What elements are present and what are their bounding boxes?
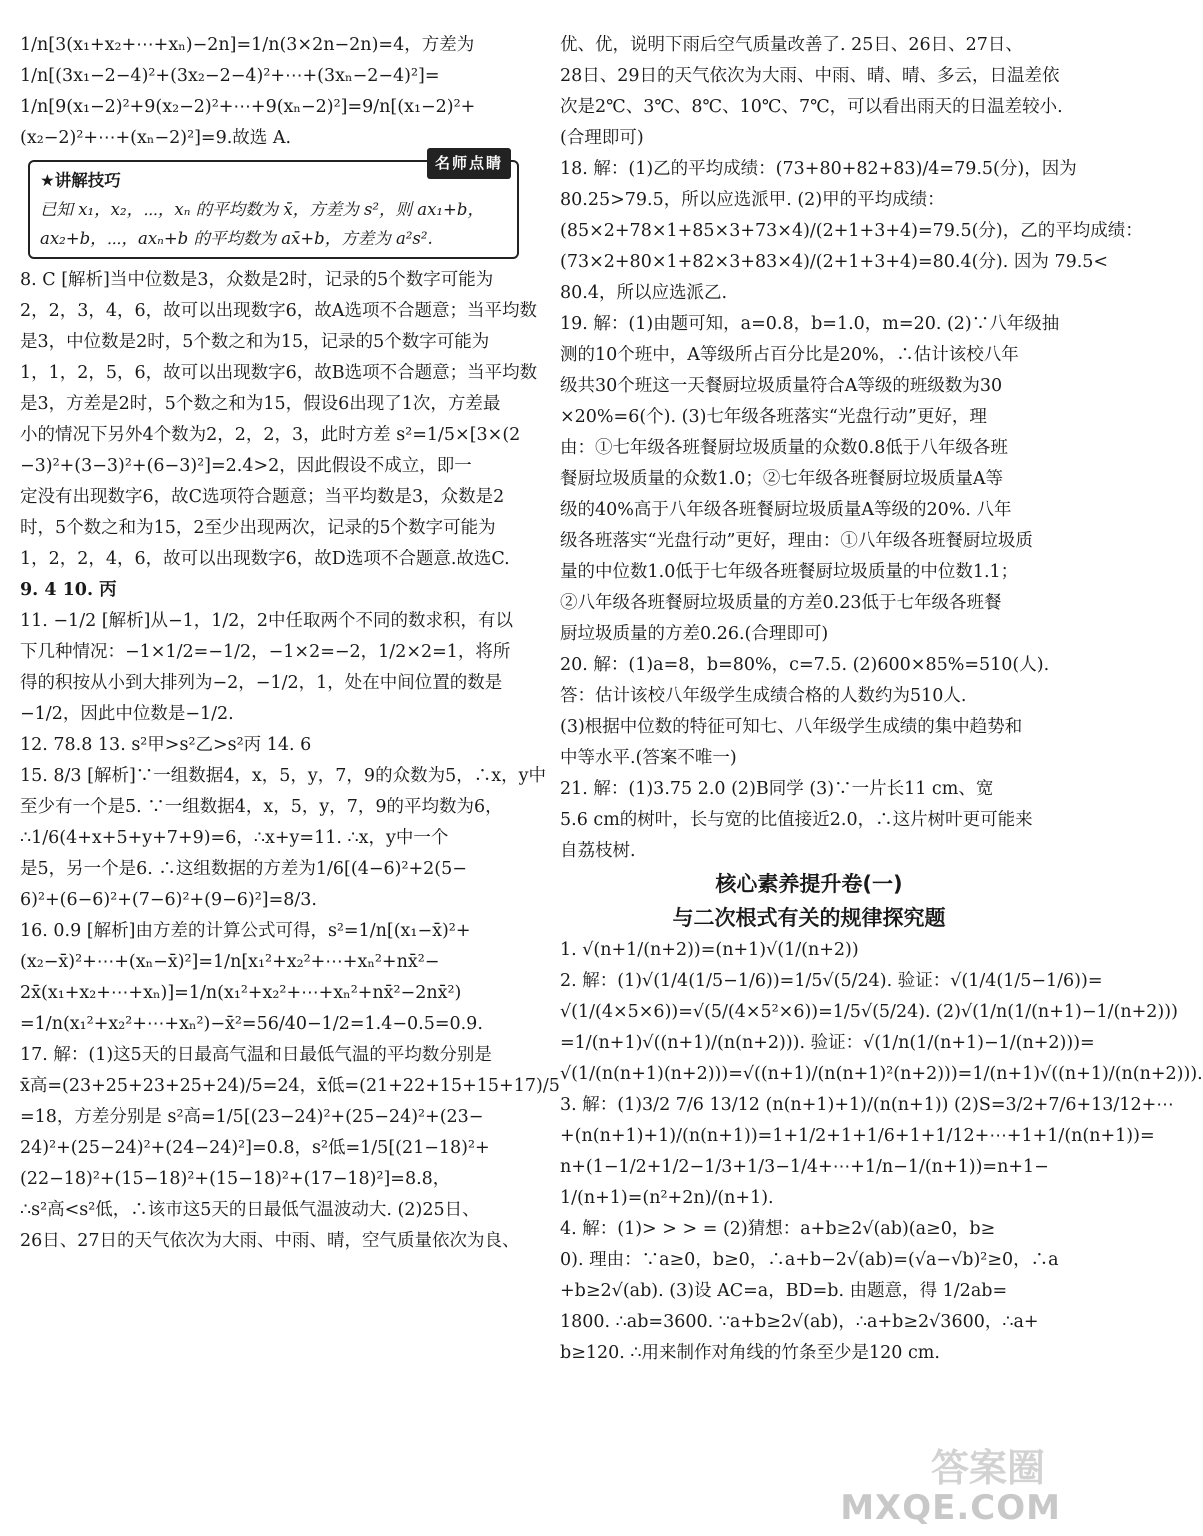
text-line: 24)²+(25−24)²+(24−24)²]=0.8，s²低=1/5[(21−18)²+ — [20, 1138, 490, 1158]
text-line: 2x̄(x₁+x₂+⋯+xₙ)]=1/n(x₁²+x₂²+⋯+xₙ²+nx̄²−2nx̄²) — [20, 983, 462, 1003]
text-line: ∴1/6(4+x+5+y+7+9)=6，∴x+y=11. ∴x，y中一个 — [20, 828, 449, 848]
section-subtitle: 与二次根式有关的规律探究题 — [672, 906, 946, 930]
text-line: 11. −1/2 [解析]从−1，1/2，2中任取两个不同的数求积，有以 — [20, 611, 514, 631]
text-line: 80.4，所以应选派乙. — [560, 283, 728, 303]
text-line: 19. 解：(1)由题可知，a=0.8，b=1.0，m=20. (2)∵八年级抽 — [560, 314, 1060, 334]
text-line: ②八年级各班餐厨垃圾质量的方差0.23低于七年级各班餐 — [560, 593, 1002, 613]
text-line: (x₂−2)²+⋯+(xₙ−2)²]=9.故选 A. — [20, 128, 292, 148]
tip-box — [28, 154, 519, 259]
text-line: 5.6 cm的树叶，长与宽的比值接近2.0，∴这片树叶更可能来 — [560, 810, 1033, 830]
section-title: 核心素养提升卷(一) — [715, 872, 903, 896]
text-line: 级各班落实“光盘行动”更好，理由：①八年级各班餐厨垃圾质 — [560, 531, 1033, 551]
text-line: (22−18)²+(15−18)²+(15−18)²+(17−18)²]=8.8， — [20, 1169, 451, 1189]
tip-heading: ★讲解技巧 — [40, 171, 121, 190]
watermark-logo: 答案圈 — [930, 1446, 1045, 1490]
text-line: 16. 0.9 [解析]由方差的计算公式可得，s²=1/n[(x₁−x̄)²+ — [20, 921, 471, 941]
text-line: 20. 解：(1)a=8，b=80%，c=7.5. (2)600×85%=510(人). — [560, 655, 1050, 675]
text-line: 1/n[9(x₁−2)²+9(x₂−2)²+⋯+9(xₙ−2)²]=9/n[(x₁−2)²+ — [20, 97, 476, 117]
text-line: n+(1−1/2+1/2−1/3+1/3−1/4+⋯+1/n−1/(n+1))=n+1− — [560, 1157, 1049, 1177]
text-line: 是5，另一个是6. ∴这组数据的方差为1/6[(4−6)²+2(5− — [20, 859, 467, 879]
text-line: (x₂−x̄)²+⋯+(xₙ−x̄)²]=1/n[x₁²+x₂²+⋯+xₙ²+nx̄²− — [20, 952, 440, 972]
text-line: 1，1，2，5，6，故可以出现数字6，故B选项不合题意；当平均数 — [20, 363, 538, 383]
text-line: 至少有一个是5. ∵一组数据4，x，5，y，7，9的平均数为6， — [20, 797, 503, 817]
q16-answer — [20, 916, 525, 1040]
text-line: (85×2+78×1+85×3+73×4)/(2+1+3+4)=79.5(分)，乙的平均成绩： — [560, 221, 1143, 241]
s3-answer — [560, 1090, 1174, 1214]
text-line: 下几种情况：−1×1/2=−1/2，−1×2=−2，1/2×2=1，将所 — [20, 642, 511, 662]
right-column — [560, 30, 1203, 1369]
text-line: 28日、29日的天气依次为大雨、中雨、晴、晴、多云，日温差依 — [560, 66, 1060, 86]
q7-continued — [20, 30, 525, 154]
q19-answer — [560, 309, 1058, 650]
q17-answer — [20, 1040, 560, 1257]
text-line: 26日、27日的天气依次为大雨、中雨、晴，空气质量依次为良、 — [20, 1231, 520, 1251]
text-line: −3)²+(3−3)²+(6−3)²]=2.4>2，因此假设不成立，即一 — [20, 456, 472, 476]
text-line: 2，2，3，4，6，故可以出现数字6，故A选项不合题意；当平均数 — [20, 301, 537, 321]
text-line: 8. C [解析]当中位数是3，众数是2时，记录的5个数字可能为 — [20, 270, 494, 290]
text-line: +b≥2√(ab). (3)设 AC=a，BD=b. 由题意，得 1/2ab= — [560, 1281, 1008, 1301]
text-line: 中等水平.(答案不唯一) — [560, 748, 737, 768]
s1-answer: 1. √(n+1/(n+2))=(n+1)√(1/(n+2)) — [560, 940, 859, 960]
text-line: 时，5个数之和为15，2至少出现两次，记录的5个数字可能为 — [20, 518, 496, 538]
q15-answer — [20, 761, 546, 916]
tip-line: ax₂+b，⋯，axₙ+b 的平均数为 ax̄+b，方差为 a²s². — [40, 229, 433, 248]
text-line: 测的10个班中，A等级所占百分比是20%，∴估计该校八年 — [560, 345, 1019, 365]
text-line: 是3，中位数是2时，5个数之和为15，记录的5个数字可能为 — [20, 332, 490, 352]
text-line: 量的中位数1.0低于七年级各班餐厨垃圾质量的中位数1.1； — [560, 562, 1019, 582]
text-line: 17. 解：(1)这5天的日最高气温和日最低气温的平均数分别是 — [20, 1045, 492, 1065]
text-line: ∴s²高<s²低，∴该市这5天的日最低气温波动大. (2)25日、 — [20, 1200, 480, 1220]
text-line: 级的40%高于八年级各班餐厨垃圾质量A等级的20%. 八年 — [560, 500, 1012, 520]
text-line: 3. 解：(1)3/2 7/6 13/12 (n(n+1)+1)/(n(n+1)) (2)S=3/2+7/6+13/12+⋯ — [560, 1095, 1174, 1115]
text-line: 4. 解：(1)> > > = (2)猜想：a+b≥2√(ab)(a≥0，b≥ — [560, 1219, 996, 1239]
text-line: 15. 8/3 [解析]∵一组数据4，x，5，y，7，9的众数为5，∴x，y中 — [20, 766, 546, 786]
text-line: 80.25>79.5，所以应选派甲. (2)甲的平均成绩： — [560, 190, 945, 210]
text-line: 定没有出现数字6，故C选项符合题意；当平均数是3，众数是2 — [20, 487, 505, 507]
text-line: 级共30个班这一天餐厨垃圾质量符合A等级的班级数为30 — [560, 376, 1003, 396]
text-line: 是3，方差是2时，5个数之和为15，假设6出现了1次，方差最 — [20, 394, 501, 414]
text-line: √(1/(n(n+1)(n+2)))=√((n+1)/(n(n+1)²(n+2)))=1/(n+1)√((n+1)/(n(n+2))). — [560, 1064, 1203, 1084]
text-line: 餐厨垃圾质量的众数1.0；②七年级各班餐厨垃圾质量A等 — [560, 469, 1003, 489]
text-line: 1，2，2，4，6，故可以出现数字6，故D选项不合题意.故选C. — [20, 549, 510, 569]
text-line: +(n(n+1)+1)/(n(n+1))=1+1/2+1+1/6+1+1/12+⋯+1+1/(n(n+1))= — [560, 1126, 1155, 1146]
text-line: 1800. ∴ab=3600. ∵a+b≥2√(ab)，∴a+b≥2√3600，∴a+ — [560, 1312, 1039, 1332]
text-line: =1/(n+1)√((n+1)/(n(n+2))). 验证：√(1/n(1/(n+1)−1/(n+2)))= — [560, 1033, 1095, 1053]
text-line: 2. 解：(1)√(1/4(1/5−1/6))=1/5√(5/24). 验证：√(1/4(1/5−1/6))= — [560, 971, 1103, 991]
text-line: 1/n[3(x₁+x₂+⋯+xₙ)−2n]=1/n(3×2n−2n)=4，方差为 — [20, 35, 475, 55]
text-line: 自荔枝树. — [560, 841, 636, 861]
tip-line: 已知 x₁，x₂，⋯，xₙ 的平均数为 x̄，方差为 s²，则 ax₁+b， — [40, 200, 484, 219]
text-line: 优、优，说明下雨后空气质量改善了. 25日、26日、27日、 — [560, 35, 1023, 55]
text-line: 6)²+(6−6)²+(7−6)²+(9−6)²]=8/3. — [20, 890, 317, 910]
text-line: 1/n[(3x₁−2−4)²+(3x₂−2−4)²+⋯+(3xₙ−2−4)²]= — [20, 66, 440, 86]
text-line: 答：估计该校八年级学生成绩合格的人数约为510人. — [560, 686, 967, 706]
text-line: ×20%=6(个). (3)七年级各班落实“光盘行动”更好，理 — [560, 407, 987, 427]
q21-answer — [560, 774, 1058, 867]
text-line: x̄高=(23+25+23+25+24)/5=24，x̄低=(21+22+15+15+17)/5 — [20, 1076, 560, 1096]
text-line: =1/n(x₁²+x₂²+⋯+xₙ²)−x̄²=56/40−1/2=1.4−0.5=0.9. — [20, 1014, 483, 1034]
text-line: 厨垃圾质量的方差0.26.(合理即可) — [560, 624, 829, 644]
text-line: b≥120. ∴用来制作对角线的竹条至少是120 cm. — [560, 1343, 940, 1363]
text-line: 21. 解：(1)3.75 2.0 (2)B同学 (3)∵一片长11 cm、宽 — [560, 779, 994, 799]
text-line: (合理即可) — [560, 128, 644, 148]
q8-answer — [20, 265, 538, 575]
q18-answer — [560, 154, 1143, 309]
text-line: =18，方差分别是 s²高=1/5[(23−24)²+(25−24)²+(23− — [20, 1107, 484, 1127]
text-line: 小的情况下另外4个数为2，2，2，3，此时方差 s²=1/5×[3×(2 — [20, 425, 521, 445]
watermark-site: MXQE.COM — [840, 1488, 1061, 1528]
q17-continued — [560, 30, 1063, 154]
text-line: −1/2，因此中位数是−1/2. — [20, 704, 234, 724]
text-line: 次是2℃、3℃、8℃、10℃、7℃，可以看出雨天的日温差较小. — [560, 97, 1063, 117]
text-line: 0). 理由：∵a≥0，b≥0，∴a+b−2√(ab)=(√a−√b)²≥0，∴a — [560, 1250, 1059, 1270]
text-line: (3)根据中位数的特征可知七、八年级学生成绩的集中趋势和 — [560, 717, 1023, 737]
text-line: (73×2+80×1+82×3+83×4)/(2+1+3+4)=80.4(分). 因为 79.5< — [560, 252, 1109, 272]
text-line: 1/(n+1)=(n²+2n)/(n+1). — [560, 1188, 774, 1208]
text-line: √(1/(4×5×6))=√(5/(4×5²×6))=1/5√(5/24). (2)√(1/n(1/(n+1)−1/(n+2))) — [560, 1002, 1178, 1022]
s2-answer — [560, 966, 1203, 1090]
tip-badge: 名师点睛 — [427, 148, 511, 179]
text-line: 由：①七年级各班餐厨垃圾质量的众数0.8低于八年级各班 — [560, 438, 1008, 458]
q12-q14-answer: 12. 78.8 13. s²甲>s²乙>s²丙 14. 6 — [20, 735, 312, 755]
q20-answer — [560, 650, 1058, 774]
left-column — [20, 30, 560, 1257]
text-line: 18. 解：(1)乙的平均成绩：(73+80+82+83)/4=79.5(分)，因为 — [560, 159, 1077, 179]
text-line: 得的积按从小到大排列为−2，−1/2，1，处在中间位置的数是 — [20, 673, 503, 693]
q9-q10-answer: 9. 4 10. 丙 — [20, 580, 117, 600]
q11-answer — [20, 606, 525, 730]
s4-answer — [560, 1214, 1058, 1369]
